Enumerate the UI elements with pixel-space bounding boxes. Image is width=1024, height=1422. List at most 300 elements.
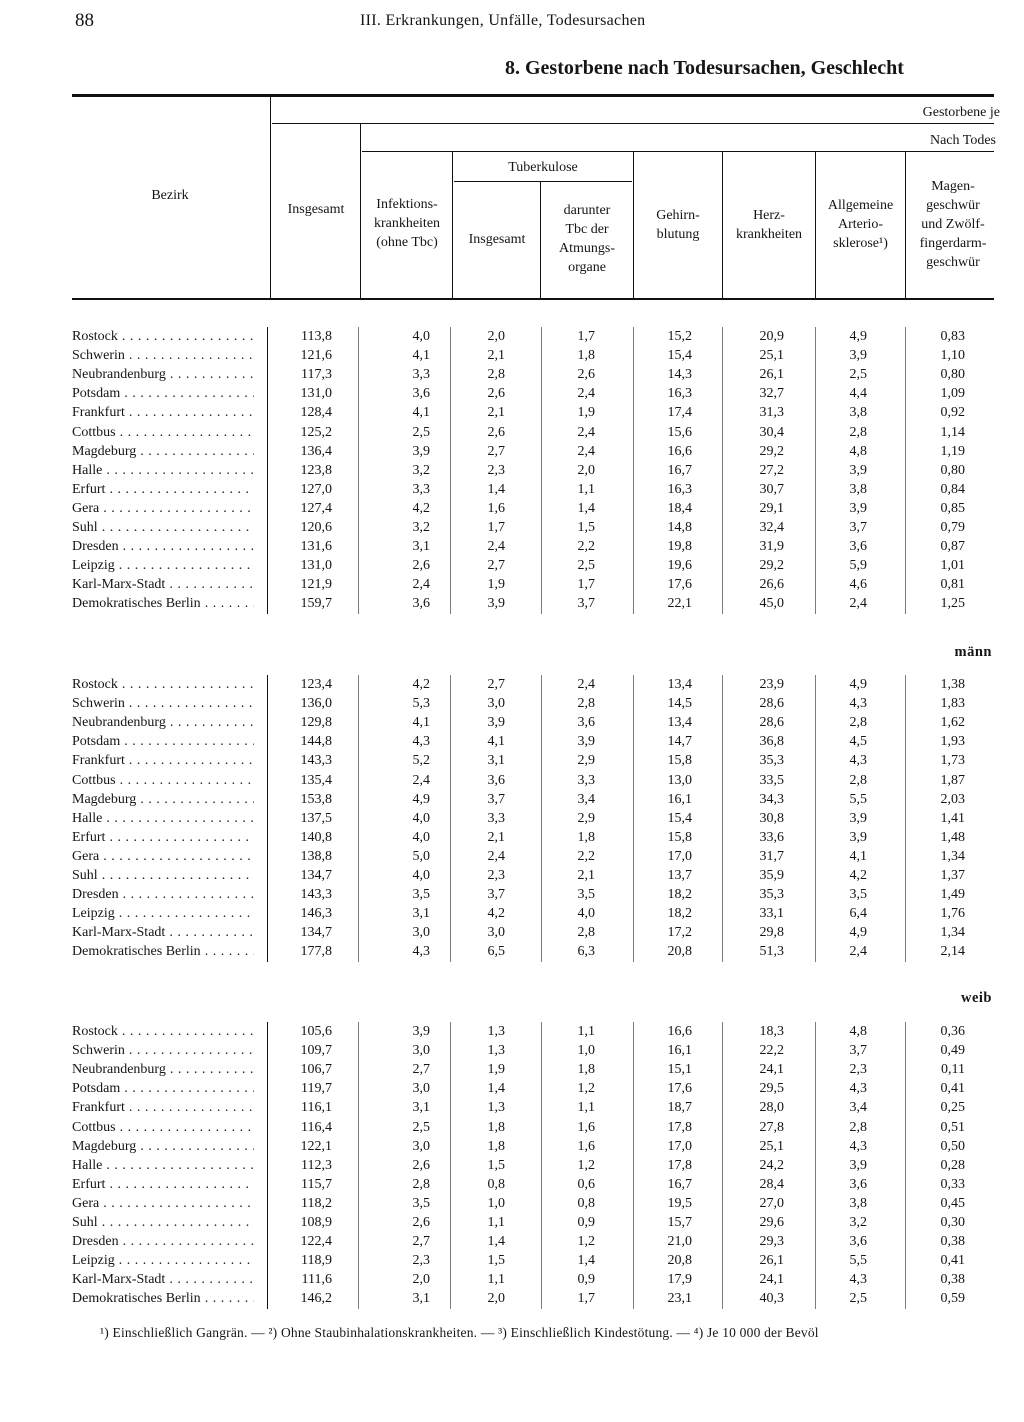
row-value: 2,5 [849, 367, 867, 383]
row-bezirk: Halle . . . [72, 1156, 254, 1175]
row-value: 5,5 [849, 791, 867, 807]
row-value: 32,7 [759, 386, 784, 402]
row-value: 2,0 [487, 329, 505, 344]
header-insgesamt: Insgesamt [287, 202, 345, 217]
row-value: 27,0 [759, 1195, 784, 1211]
row-value: 16,6 [667, 443, 692, 459]
row-value: 2,3 [487, 868, 505, 883]
row-value: 2,6 [577, 367, 595, 383]
table-row [0, 904, 1024, 923]
row-value: 29,6 [759, 1215, 784, 1230]
row-value: 33,5 [759, 772, 784, 788]
row-bezirk: Leipzig . . . [72, 904, 254, 923]
header-darunter: darunter Tbc der Atmungs- organe [559, 203, 615, 275]
table-row [0, 1251, 1024, 1270]
row-value: 22,1 [667, 596, 692, 612]
row-value: 15,4 [667, 810, 692, 826]
row-bezirk: Karl-Marx-Stadt . . . [72, 923, 254, 942]
row-value: 2,0 [577, 462, 595, 478]
row-value: 40,3 [759, 1291, 784, 1307]
section-label-maennlich: männ [954, 644, 992, 660]
row-value: 22,2 [759, 1043, 784, 1059]
row-value: 5,3 [412, 696, 430, 712]
row-value: 0,80 [940, 462, 965, 478]
row-bezirk: Magdeburg . . . [72, 1137, 254, 1156]
row-value: 3,1 [487, 753, 505, 769]
row-bezirk: Frankfurt . . . [72, 403, 254, 422]
row-value: 17,6 [667, 1081, 692, 1097]
row-value: 1,1 [577, 1100, 595, 1116]
table-row [0, 847, 1024, 866]
row-value: 3,2 [849, 1215, 867, 1230]
row-value: 106,7 [300, 1062, 332, 1078]
row-value: 24,1 [759, 1062, 784, 1078]
row-value: 3,5 [412, 887, 430, 903]
row-value: 3,9 [577, 734, 595, 750]
row-value: 16,7 [667, 1176, 692, 1192]
row-value: 146,3 [300, 906, 332, 922]
row-value: 3,9 [487, 715, 505, 731]
row-bezirk: Rostock . . . [72, 675, 254, 694]
row-bezirk: Halle . . . [72, 461, 254, 480]
row-value: 2,7 [412, 1062, 430, 1078]
row-value: 0,38 [940, 1272, 965, 1288]
table-row [0, 866, 1024, 885]
row-value: 15,6 [667, 424, 692, 440]
row-value: 109,7 [300, 1043, 332, 1059]
row-value: 2,4 [849, 596, 867, 612]
header-divider [360, 124, 361, 298]
row-value: 2,2 [577, 539, 595, 555]
row-bezirk: Schwerin . . . [72, 1041, 254, 1060]
row-value: 3,7 [487, 791, 505, 807]
row-value: 137,5 [300, 810, 332, 826]
row-value: 1,1 [577, 1024, 595, 1039]
row-value: 5,5 [849, 1253, 867, 1269]
row-value: 0,50 [940, 1138, 965, 1154]
header-herz: Herz- krankheiten [735, 208, 803, 242]
row-bezirk: Schwerin . . . [72, 346, 254, 365]
row-value: 3,6 [577, 715, 595, 731]
section-label-weiblich: weib [961, 990, 992, 1006]
row-value: 23,9 [759, 677, 784, 692]
row-value: 2,4 [412, 577, 430, 593]
row-value: 2,9 [577, 810, 595, 826]
row-bezirk: Karl-Marx-Stadt . . . [72, 1270, 254, 1289]
header-tbc-insgesamt: Insgesamt [468, 232, 526, 247]
row-value: 3,6 [849, 539, 867, 555]
table-row [0, 828, 1024, 847]
row-value: 0,87 [940, 539, 965, 555]
row-bezirk: Dresden . . . [72, 885, 254, 904]
row-value: 29,2 [759, 443, 784, 459]
row-value: 0,8 [487, 1176, 505, 1192]
row-value: 45,0 [759, 596, 784, 612]
row-value: 2,0 [412, 1272, 430, 1288]
row-value: 4,1 [412, 348, 430, 364]
row-value: 14,3 [667, 367, 692, 383]
row-value: 27,8 [759, 1119, 784, 1135]
header-rule-tbc [454, 181, 632, 182]
row-value: 4,1 [849, 848, 867, 864]
row-value: 153,8 [300, 791, 332, 807]
row-value: 3,3 [487, 810, 505, 826]
row-value: 1,73 [940, 753, 965, 769]
row-bezirk: Potsdam . . . [72, 1079, 254, 1098]
row-value: 177,8 [300, 944, 332, 960]
row-value: 4,1 [412, 405, 430, 421]
row-value: 20,8 [667, 1253, 692, 1269]
row-value: 0,33 [940, 1176, 965, 1192]
row-value: 17,0 [667, 1138, 692, 1154]
table-row [0, 403, 1024, 422]
row-value: 2,4 [412, 772, 430, 788]
row-bezirk: Cottbus . . . [72, 1118, 254, 1137]
row-value: 129,8 [300, 715, 332, 731]
row-value: 3,1 [412, 906, 430, 922]
row-value: 25,1 [759, 1138, 784, 1154]
row-value: 3,6 [412, 386, 430, 402]
table-row [0, 461, 1024, 480]
row-value: 27,2 [759, 462, 784, 478]
header-nach-todes: Nach Todes [929, 133, 996, 148]
row-value: 1,7 [487, 520, 505, 535]
row-value: 36,8 [759, 734, 784, 750]
row-value: 2,2 [577, 848, 595, 864]
row-value: 116,4 [301, 1119, 332, 1135]
row-value: 3,0 [412, 1043, 430, 1059]
row-value: 4,1 [487, 734, 505, 750]
row-value: 1,9 [487, 1062, 505, 1078]
row-value: 3,8 [849, 1195, 867, 1211]
table-row [0, 1098, 1024, 1117]
row-value: 144,8 [300, 734, 332, 750]
row-value: 2,8 [849, 424, 867, 440]
row-value: 2,5 [849, 1291, 867, 1307]
row-value: 30,8 [759, 810, 784, 826]
row-value: 117,3 [301, 367, 332, 383]
row-value: 1,19 [940, 443, 965, 459]
table-row [0, 1079, 1024, 1098]
row-bezirk: Gera . . . [72, 847, 254, 866]
row-value: 35,9 [759, 868, 784, 883]
row-value: 15,8 [667, 753, 692, 769]
row-bezirk: Suhl . . . [72, 866, 254, 885]
row-value: 138,8 [300, 848, 332, 864]
row-value: 115,7 [301, 1176, 332, 1192]
row-value: 29,1 [759, 500, 784, 516]
table-row [0, 1156, 1024, 1175]
row-value: 1,34 [940, 925, 965, 941]
row-value: 19,5 [667, 1195, 692, 1211]
row-value: 0,38 [940, 1234, 965, 1250]
row-bezirk: Cottbus . . . [72, 423, 254, 442]
row-value: 135,4 [300, 772, 332, 788]
row-value: 4,8 [849, 443, 867, 459]
row-value: 1,7 [577, 329, 595, 344]
row-value: 2,8 [577, 696, 595, 712]
row-value: 3,2 [412, 520, 430, 535]
row-value: 15,7 [667, 1215, 692, 1230]
row-value: 0,92 [940, 405, 965, 421]
row-value: 2,5 [412, 1119, 430, 1135]
row-value: 2,8 [849, 772, 867, 788]
row-value: 1,3 [487, 1024, 505, 1039]
row-value: 18,7 [667, 1100, 692, 1116]
row-bezirk: Magdeburg . . . [72, 442, 254, 461]
row-value: 0,36 [940, 1024, 965, 1039]
row-value: 4,2 [412, 500, 430, 516]
row-value: 6,3 [577, 944, 595, 960]
row-value: 1,4 [487, 1234, 505, 1250]
row-value: 24,2 [759, 1157, 784, 1173]
row-value: 1,4 [487, 481, 505, 497]
row-value: 2,6 [412, 558, 430, 574]
row-value: 128,4 [300, 405, 332, 421]
table-row [0, 1194, 1024, 1213]
header-divider [452, 152, 453, 298]
row-value: 16,7 [667, 462, 692, 478]
row-value: 0,80 [940, 367, 965, 383]
row-value: 1,1 [577, 481, 595, 497]
table-row [0, 480, 1024, 499]
table-row [0, 923, 1024, 942]
row-value: 3,8 [849, 481, 867, 497]
row-value: 4,0 [577, 906, 595, 922]
row-value: 2,3 [487, 462, 505, 478]
row-value: 4,1 [412, 715, 430, 731]
row-value: 3,9 [849, 810, 867, 826]
header-divider [270, 97, 271, 298]
row-value: 1,8 [577, 1062, 595, 1078]
table-row [0, 809, 1024, 828]
row-value: 2,9 [577, 753, 595, 769]
row-value: 17,9 [667, 1272, 692, 1288]
row-value: 3,3 [412, 481, 430, 497]
row-value: 3,6 [849, 1176, 867, 1192]
row-value: 1,9 [577, 405, 595, 421]
row-value: 4,3 [849, 1138, 867, 1154]
row-value: 28,0 [759, 1100, 784, 1116]
row-value: 31,3 [759, 405, 784, 421]
row-value: 2,3 [849, 1062, 867, 1078]
footnote: ¹) Einschließlich Gangrän. — ²) Ohne Staubinhalationskrankheiten. — ³) Einschließlich Kindestötung. — ⁴) Je 10 000 der Bevöl [100, 1325, 819, 1340]
row-value: 143,3 [300, 753, 332, 769]
row-value: 2,0 [487, 1291, 505, 1307]
row-bezirk: Leipzig . . . [72, 556, 254, 575]
header-rule-todes [362, 151, 994, 152]
row-value: 120,6 [300, 520, 332, 535]
row-value: 5,2 [412, 753, 430, 769]
row-value: 5,0 [412, 848, 430, 864]
row-value: 3,1 [412, 1100, 430, 1116]
row-value: 1,83 [940, 696, 965, 712]
row-value: 2,5 [412, 424, 430, 440]
row-value: 3,6 [412, 596, 430, 612]
row-value: 1,6 [577, 1119, 595, 1135]
row-value: 140,8 [300, 829, 332, 845]
row-value: 4,9 [849, 329, 867, 344]
row-value: 3,0 [412, 1081, 430, 1097]
row-value: 4,3 [412, 944, 430, 960]
row-value: 3,9 [412, 1024, 430, 1039]
row-value: 20,8 [667, 944, 692, 960]
row-value: 1,0 [577, 1043, 595, 1059]
row-value: 0,83 [940, 329, 965, 344]
row-value: 18,2 [667, 887, 692, 903]
table-row [0, 771, 1024, 790]
row-bezirk: Potsdam . . . [72, 384, 254, 403]
row-value: 0,51 [940, 1119, 965, 1135]
row-value: 3,9 [487, 596, 505, 612]
row-value: 3,7 [487, 887, 505, 903]
row-value: 2,7 [487, 677, 505, 692]
row-value: 17,8 [667, 1119, 692, 1135]
row-value: 0,79 [940, 520, 965, 535]
table-row [0, 442, 1024, 461]
row-bezirk: Erfurt . . . [72, 480, 254, 499]
row-value: 1,6 [577, 1138, 595, 1154]
row-value: 3,3 [577, 772, 595, 788]
row-value: 1,87 [940, 772, 965, 788]
row-value: 116,1 [301, 1100, 332, 1116]
row-value: 123,4 [300, 677, 332, 692]
row-value: 2,1 [487, 348, 505, 364]
row-value: 30,7 [759, 481, 784, 497]
row-value: 1,38 [940, 677, 965, 692]
row-value: 25,1 [759, 348, 784, 364]
row-value: 1,8 [577, 829, 595, 845]
row-value: 17,6 [667, 577, 692, 593]
row-value: 131,6 [300, 539, 332, 555]
row-value: 26,6 [759, 577, 784, 593]
row-value: 111,6 [301, 1272, 332, 1288]
row-value: 2,4 [487, 848, 505, 864]
row-value: 4,2 [487, 906, 505, 922]
row-value: 1,4 [577, 1253, 595, 1269]
row-value: 1,76 [940, 906, 965, 922]
row-value: 0,85 [940, 500, 965, 516]
table-row [0, 556, 1024, 575]
row-value: 0,6 [577, 1176, 595, 1192]
row-value: 28,6 [759, 715, 784, 731]
row-value: 14,5 [667, 696, 692, 712]
row-value: 17,4 [667, 405, 692, 421]
row-value: 1,2 [577, 1081, 595, 1097]
row-value: 122,4 [300, 1234, 332, 1250]
row-value: 119,7 [301, 1081, 332, 1097]
row-value: 29,5 [759, 1081, 784, 1097]
row-value: 3,4 [577, 791, 595, 807]
table-row [0, 713, 1024, 732]
row-value: 6,5 [487, 944, 505, 960]
row-value: 4,3 [849, 696, 867, 712]
row-value: 4,2 [412, 677, 430, 692]
section-insgesamt [0, 327, 1024, 617]
row-value: 2,7 [487, 558, 505, 574]
row-value: 125,2 [300, 424, 332, 440]
row-value: 15,1 [667, 1062, 692, 1078]
row-value: 35,3 [759, 753, 784, 769]
row-value: 2,1 [487, 405, 505, 421]
row-value: 4,5 [849, 734, 867, 750]
row-value: 4,2 [849, 868, 867, 883]
row-value: 2,1 [487, 829, 505, 845]
row-value: 2,14 [940, 944, 965, 960]
row-value: 146,2 [300, 1291, 332, 1307]
row-value: 1,62 [940, 715, 965, 731]
row-value: 3,4 [849, 1100, 867, 1116]
row-value: 3,8 [849, 405, 867, 421]
row-value: 2,4 [577, 386, 595, 402]
section-maennlich [0, 675, 1024, 965]
row-value: 4,0 [412, 829, 430, 845]
row-value: 3,9 [849, 500, 867, 516]
row-value: 0,45 [940, 1195, 965, 1211]
row-value: 127,0 [300, 481, 332, 497]
row-value: 2,6 [487, 424, 505, 440]
row-value: 33,6 [759, 829, 784, 845]
table-row [0, 694, 1024, 713]
row-value: 131,0 [300, 386, 332, 402]
table-row [0, 1175, 1024, 1194]
row-value: 4,6 [849, 577, 867, 593]
row-value: 118,9 [301, 1253, 332, 1269]
row-value: 2,4 [487, 539, 505, 555]
row-value: 16,3 [667, 386, 692, 402]
row-bezirk: Erfurt . . . [72, 828, 254, 847]
row-value: 2,1 [577, 868, 595, 883]
row-value: 16,1 [667, 1043, 692, 1059]
row-bezirk: Leipzig . . . [72, 1251, 254, 1270]
table-row [0, 346, 1024, 365]
row-value: 1,8 [577, 348, 595, 364]
row-value: 4,0 [412, 868, 430, 883]
row-value: 0,8 [577, 1195, 595, 1211]
row-bezirk: Neubrandenburg . . . [72, 1060, 254, 1079]
row-value: 2,4 [849, 944, 867, 960]
table-row [0, 327, 1024, 346]
row-value: 18,4 [667, 500, 692, 516]
row-value: 3,7 [849, 520, 867, 535]
table-row [0, 1118, 1024, 1137]
header-magen: Magen- geschwür und Zwölf- fingerdarm- geschwür [919, 179, 987, 270]
row-value: 31,9 [759, 539, 784, 555]
row-value: 2,8 [577, 925, 595, 941]
row-value: 13,7 [667, 868, 692, 883]
row-value: 118,2 [301, 1195, 332, 1211]
table-row [0, 537, 1024, 556]
row-value: 4,9 [849, 925, 867, 941]
row-bezirk: Dresden . . . [72, 537, 254, 556]
row-value: 3,9 [412, 443, 430, 459]
row-value: 1,4 [577, 500, 595, 516]
row-value: 18,2 [667, 906, 692, 922]
row-value: 28,6 [759, 696, 784, 712]
row-bezirk: Frankfurt . . . [72, 751, 254, 770]
row-value: 17,8 [667, 1157, 692, 1173]
row-value: 0,59 [940, 1291, 965, 1307]
row-value: 29,8 [759, 925, 784, 941]
row-value: 123,8 [300, 462, 332, 478]
row-value: 14,8 [667, 520, 692, 535]
row-value: 0,28 [940, 1157, 965, 1173]
table-row [0, 365, 1024, 384]
row-value: 1,49 [940, 887, 965, 903]
row-value: 4,9 [412, 791, 430, 807]
row-value: 3,9 [849, 1157, 867, 1173]
row-value: 0,30 [940, 1215, 965, 1230]
